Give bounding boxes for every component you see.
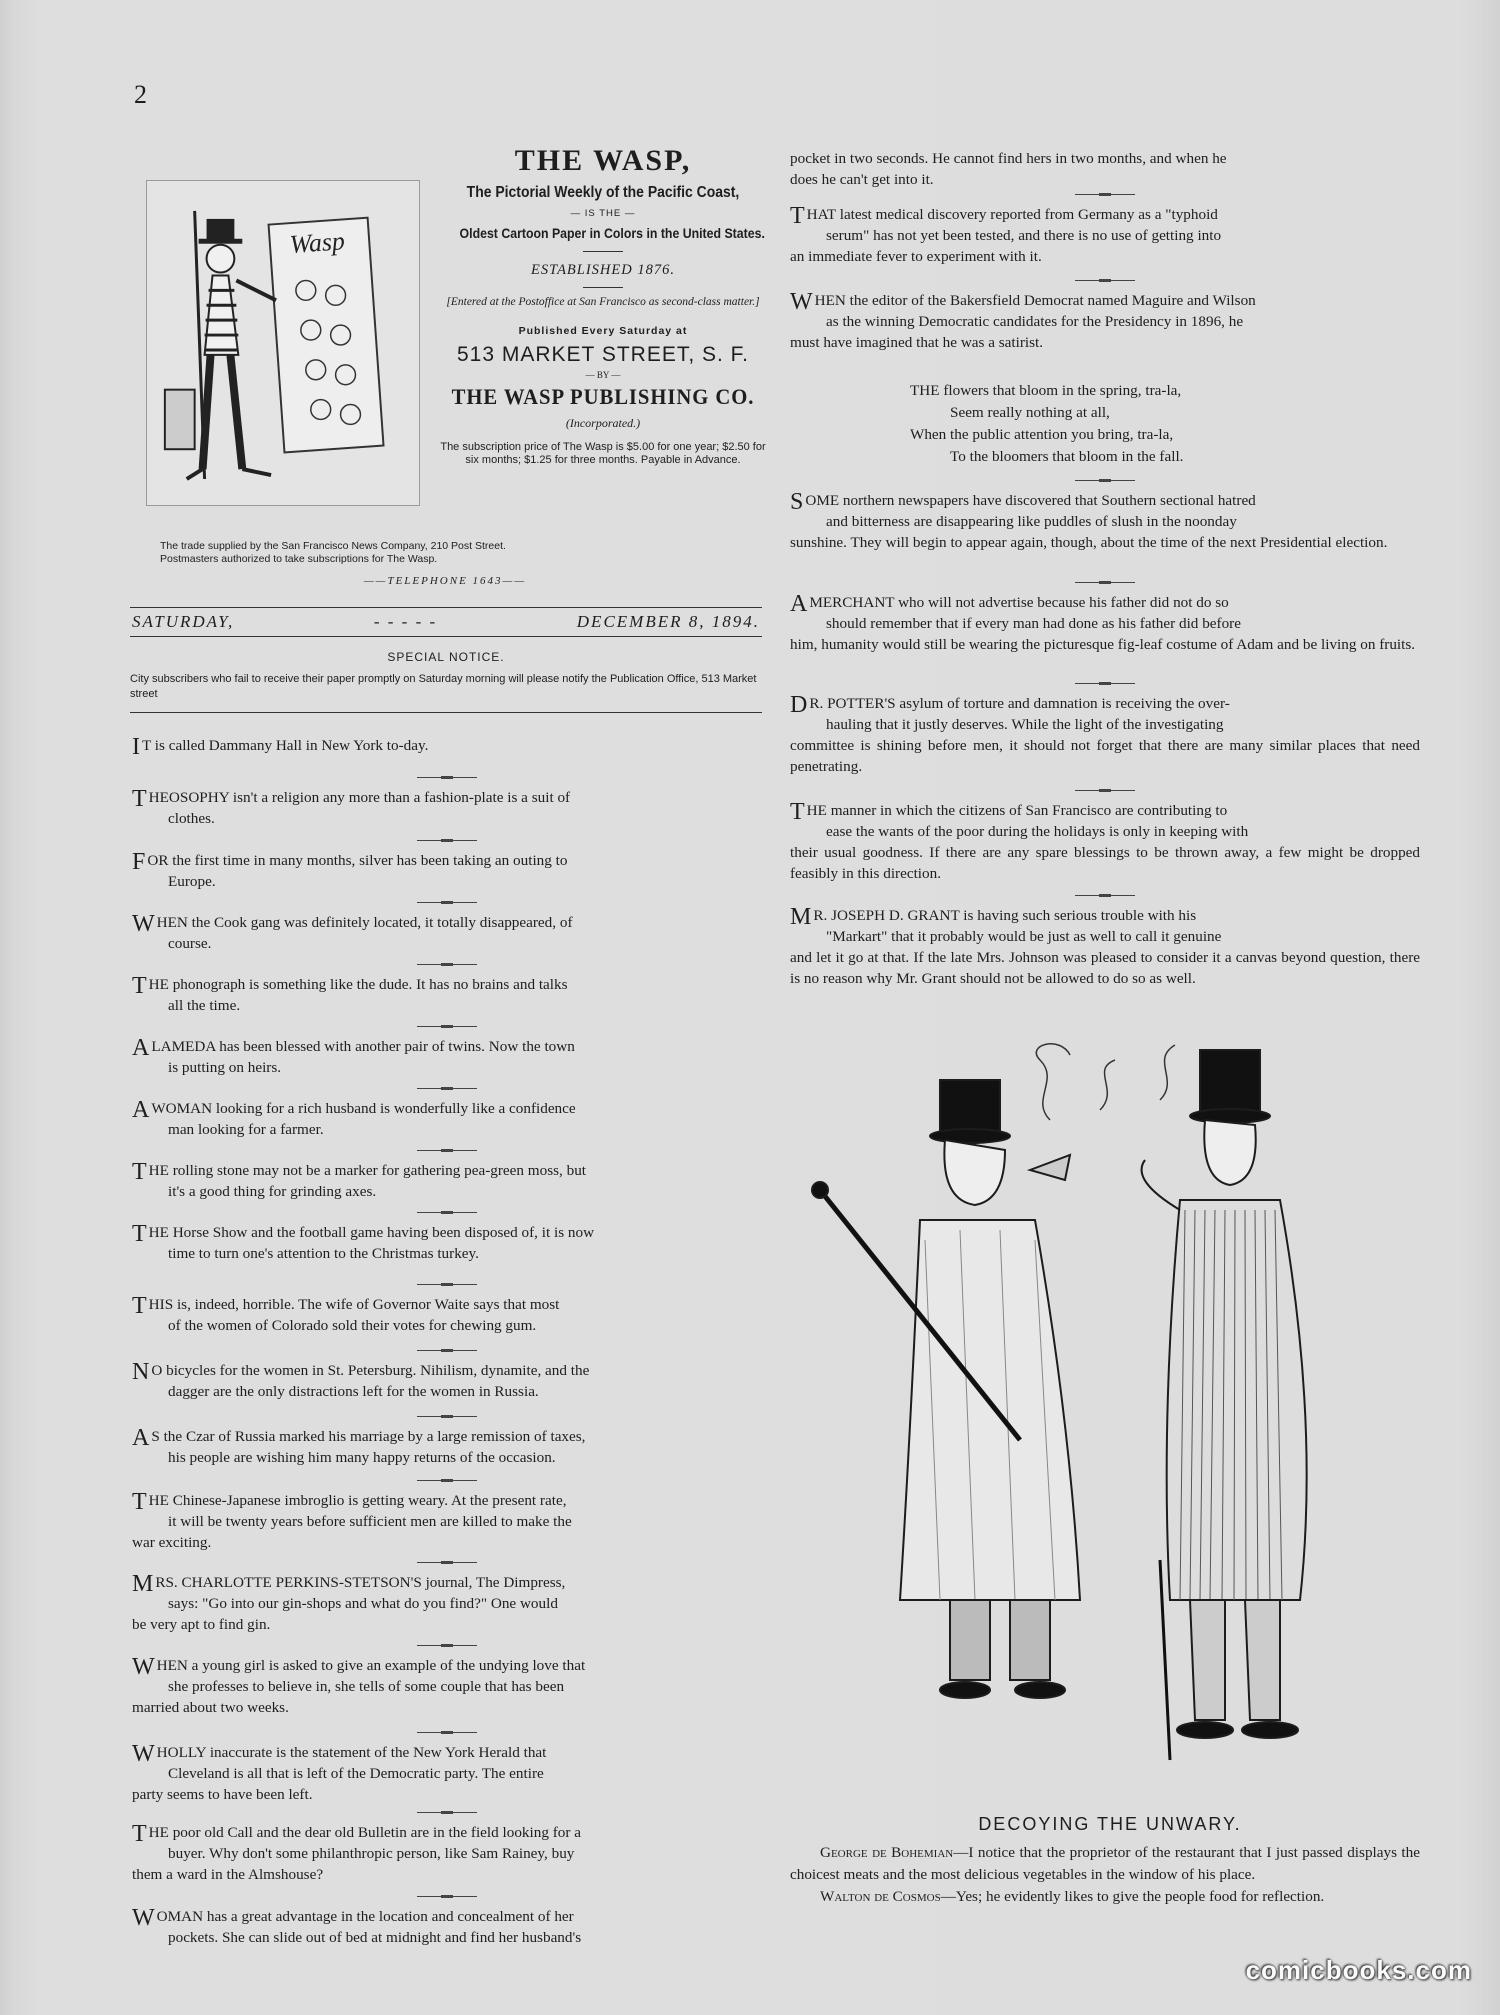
separator-rule (417, 1896, 477, 1897)
paragraph-first-line: OMAN has a great advantage in the location and concealment of her (156, 1908, 574, 1925)
news-paragraph (132, 1222, 762, 1264)
news-paragraph (132, 1360, 762, 1402)
separator-rule (1075, 790, 1135, 791)
news-paragraph (132, 787, 762, 829)
speaker-1: George de Bohemian (820, 1844, 954, 1861)
news-paragraph (132, 1490, 762, 1553)
right-gentleman (1142, 1050, 1307, 1760)
paragraph-continuation: it's a good thing for grinding axes. (168, 1183, 377, 1200)
news-paragraph (132, 850, 762, 892)
paragraph-tail: party seems to have been left. (132, 1786, 313, 1803)
paragraph-first-line: O bicycles for the women in St. Petersburg. Nihilism, dynamite, and the (151, 1362, 590, 1379)
paragraph-continuation: all the time. (168, 997, 241, 1014)
paragraph-continuation: says: "Go into our gin-shops and what do you find?" One would (168, 1595, 558, 1612)
masthead-published: Published Every Saturday at (518, 325, 688, 337)
masthead-subtitle2: Oldest Cartoon Paper in Colors in the United States. (459, 225, 765, 241)
paragraph-continuation: Cleveland is all that is left of the Democratic party. The entire (168, 1765, 544, 1782)
news-paragraph (132, 1906, 762, 1948)
separator-rule (417, 1350, 477, 1351)
left-gentleman (812, 1080, 1080, 1698)
separator-rule (1075, 280, 1135, 281)
separator-rule (417, 1732, 477, 1733)
drop-initial: T (132, 1293, 147, 1319)
paragraph-continuation: she professes to believe in, she tells of some couple that has been (168, 1678, 565, 1695)
news-paragraph (790, 204, 1420, 267)
paragraph-continuation: as the winning Democratic candidates for the Presidency in 1896, he (826, 313, 1244, 330)
masthead (440, 144, 766, 467)
paragraph-first-line: HE manner in which the citizens of San Francisco are contributing to (806, 802, 1228, 819)
separator-rule (417, 777, 477, 778)
paragraph-continuation: clothes. (168, 810, 215, 827)
paragraph-first-line: WOMAN looking for a rich husband is wonderfully like a confidence (151, 1100, 576, 1117)
separator-rule (1075, 683, 1135, 684)
drop-initial: T (132, 786, 147, 812)
paragraph-continuation: his people are wishing him many happy returns of the occasion. (168, 1449, 556, 1466)
cartoon-illustration (800, 1040, 1440, 1780)
paragraph-continuation: pockets. She can slide out of bed at midnight and find her husband's (168, 1929, 582, 1946)
paragraph-continuation: Europe. (168, 873, 216, 890)
poem-line: Seem really nothing at all, (950, 404, 1110, 421)
paragraph-first-line: R. JOSEPH D. GRANT is having such serious trouble with his (813, 907, 1197, 924)
telephone: ——TELEPHONE 1643—— (363, 575, 527, 587)
drop-initial: T (790, 799, 805, 825)
paragraph-first-line: R. POTTER'S asylum of torture and damnation is receiving the over- (809, 695, 1230, 712)
smoke-icon (1036, 1044, 1175, 1120)
paragraph-first-line: HE phonograph is something like the dude. It has no brains and talks (148, 976, 568, 993)
news-paragraph (132, 974, 762, 1016)
separator-rule (417, 1026, 477, 1027)
news-paragraph (132, 735, 762, 758)
drop-initial: M (132, 1571, 154, 1597)
news-paragraph (790, 148, 1420, 190)
separator-rule (417, 840, 477, 841)
news-paragraph (790, 693, 1420, 777)
paragraph-first-line: HEN a young girl is asked to give an example of the undying love that (156, 1657, 586, 1674)
drop-initial: T (132, 1821, 147, 1847)
paragraph-tail: married about two weeks. (132, 1699, 289, 1716)
drop-initial: A (132, 1097, 150, 1123)
drop-initial: T (132, 1159, 147, 1185)
masthead-illustration (146, 180, 420, 506)
paragraph-continuation: should remember that if every man had done as his father did before (826, 615, 1241, 632)
drop-initial: M (790, 904, 812, 930)
news-paragraph (132, 1572, 762, 1635)
news-paragraph (132, 1294, 762, 1336)
drop-initial: A (132, 1425, 150, 1451)
news-paragraph (132, 1655, 762, 1718)
paragraph-first-line: HIS is, indeed, horrible. The wife of Governor Waite says that most (148, 1296, 560, 1313)
paragraph-continuation: "Markart" that it probably would be just as well to call it genuine (826, 928, 1222, 945)
news-paragraph (790, 592, 1420, 655)
separator-rule (1075, 582, 1135, 583)
dateline-day: SATURDAY, (132, 612, 235, 631)
news-paragraph (132, 1036, 762, 1078)
news-paragraph (790, 490, 1420, 553)
drop-initial: N (132, 1359, 150, 1385)
paragraph-continuation: serum" has not yet been tested, and there is no use of getting into (826, 227, 1222, 244)
dateline (130, 607, 762, 637)
divider (130, 712, 762, 713)
poem-line: To the bloomers that bloom in the fall. (950, 448, 1184, 465)
drop-initial: D (790, 692, 808, 718)
separator-rule (417, 1088, 477, 1089)
paragraph-first-line: HEN the Cook gang was definitely located, it totally disappeared, of (156, 914, 573, 931)
wasp-sign-label: Wasp (288, 226, 346, 259)
trade-notice (160, 540, 640, 566)
masthead-subtitle: The Pictorial Weekly of the Pacific Coast, (466, 184, 740, 201)
paragraph-tail: be very apt to find gin. (132, 1616, 271, 1633)
paragraph-first-line: HOLLY inaccurate is the statement of the New York Herald that (156, 1744, 547, 1761)
drop-initial: A (132, 1035, 150, 1061)
watermark: comicbooks.com (1245, 1955, 1472, 1985)
separator-rule (1075, 895, 1135, 896)
masthead-entered: [Entered at the Postoffice at San Francisco as second-class matter.] (446, 296, 760, 308)
page-number: 2 (134, 80, 147, 109)
drop-initial: W (790, 289, 813, 315)
news-paragraph (790, 800, 1420, 884)
paragraph-tail: an immediate fever to experiment with it. (790, 248, 1042, 265)
masthead-title: THE WASP, (514, 144, 692, 177)
paragraph-tail: sunshine. They will begin to appear again, though, about the time of the next Presidential election. (790, 534, 1388, 551)
paragraph-tail: does he can't get into it. (790, 171, 934, 188)
poem-line: THE flowers that bloom in the spring, tra-la, (910, 382, 1182, 399)
paragraph-continuation: and bitterness are disappearing like puddles of slush in the noonday (826, 513, 1237, 530)
paragraph-continuation: buyer. Why don't some philanthropic person, like Sam Rainey, buy (168, 1845, 575, 1862)
paragraph-first-line: HEN the editor of the Bakersfield Democrat named Maguire and Wilson (814, 292, 1256, 309)
paragraph-first-line: LAMEDA has been blessed with another pair of twins. Now the town (151, 1038, 575, 1055)
paragraph-first-line: S the Czar of Russia marked his marriage by a large remission of taxes, (151, 1428, 586, 1445)
drop-initial: T (132, 1221, 147, 1247)
separator-rule (417, 1212, 477, 1213)
wasp-mascot-drawing (147, 181, 419, 505)
trade-line-1: The trade supplied by the San Francisco News Company, 210 Post Street. (160, 540, 506, 552)
news-paragraph (132, 1160, 762, 1202)
news-paragraph (790, 905, 1420, 989)
paragraph-tail: war exciting. (132, 1534, 212, 1551)
separator-rule (417, 1645, 477, 1646)
news-paragraph (132, 1822, 762, 1885)
paragraph-first-line: HE Horse Show and the football game having been disposed of, it is now (148, 1224, 595, 1241)
drop-initial: T (132, 1489, 147, 1515)
separator-rule (1075, 480, 1135, 481)
drop-initial: T (790, 203, 805, 229)
masthead-address: 513 MARKET STREET, S. F. (456, 343, 750, 366)
paragraph-continuation: time to turn one's attention to the Christmas turkey. (168, 1245, 479, 1262)
drop-initial: W (132, 1741, 155, 1767)
drop-initial: W (132, 1654, 155, 1680)
news-paragraph (132, 1426, 762, 1468)
paragraph-continuation: course. (168, 935, 212, 952)
paragraph-first-line: OR the first time in many months, silver has been taking an outing to (147, 852, 568, 869)
news-paragraph (790, 290, 1420, 353)
dateline-date: DECEMBER 8, 1894. (576, 612, 760, 631)
paragraph-first-line: HE rolling stone may not be a marker for gathering pea-green moss, but (148, 1162, 587, 1179)
separator-rule (417, 1150, 477, 1151)
masthead-by: — BY — (585, 370, 621, 380)
paragraph-first-line: HE Chinese-Japanese imbroglio is getting weary. At the present rate, (148, 1492, 567, 1509)
paragraph-tail: them a ward in the Almshouse? (132, 1866, 324, 1883)
speaker-2: Walton de Cosmos (820, 1888, 941, 1905)
special-notice-text: City subscribers who fail to receive their paper promptly on Saturday morning will please notify the Publication Office, 513 Market street (130, 673, 757, 700)
masthead-established: ESTABLISHED 1876. (530, 262, 675, 278)
separator-rule (1075, 194, 1135, 195)
paragraph-tail: him, humanity would still be wearing the picturesque fig-leaf costume of Adam and be living on fruits. (790, 636, 1416, 653)
paragraph-continuation: of the women of Colorado sold their votes for chewing gum. (168, 1317, 537, 1334)
dialogue-2: —Yes; he evidently likes to give the people food for reflection. (940, 1888, 1325, 1905)
separator-rule (417, 1812, 477, 1813)
paragraph-first-line: T is called Dammany Hall in New York to-day. (142, 737, 429, 754)
drop-initial: F (132, 849, 146, 875)
paragraph-first-line: HEOSOPHY isn't a religion any more than a fashion-plate is a suit of (148, 789, 571, 806)
drop-initial: S (790, 489, 804, 515)
paragraph-first-line: HAT latest medical discovery reported from Germany as a "typhoid (806, 206, 1218, 223)
subscription-price: The subscription price of The Wasp is $5.00 for one year; $2.50 for six months; $1.25 for three months. Payable in Advance. (440, 441, 766, 466)
paragraph-continuation: dagger are the only distractions left for the women in Russia. (168, 1383, 539, 1400)
masthead-is-the: — IS THE — (570, 208, 636, 219)
paragraph-continuation: is putting on heirs. (168, 1059, 282, 1076)
paragraph-tail: and let it go at that. If the late Mrs. Johnson was pleased to consider it a canvas beyond question, there is no reason why Mr. Grant should not be allowed to do so as well. (790, 949, 1420, 987)
news-paragraph (132, 912, 762, 954)
drop-initial: A (790, 591, 808, 617)
drop-initial: W (132, 911, 155, 937)
dialogue-1: —I notice that the proprietor of the restaurant that I just passed displays the choicest meats and the most delicious vegetables in the window of his place. (790, 1844, 1420, 1883)
divider (583, 287, 623, 288)
two-gentlemen-drawing (800, 1040, 1440, 1780)
separator-rule (417, 1416, 477, 1417)
special-notice-title: SPECIAL NOTICE. (387, 650, 505, 664)
paragraph-first-line: MERCHANT who will not advertise because his father did not do so (809, 594, 1229, 611)
paragraph-first-line: OME northern newspapers have discovered that Southern sectional hatred (805, 492, 1256, 509)
masthead-incorporated: (Incorporated.) (565, 416, 641, 430)
paragraph-first-line: RS. CHARLOTTE PERKINS-STETSON'S journal, The Dimpress, (155, 1574, 566, 1591)
cartoon-title: DECOYING THE UNWARY. (978, 1814, 1242, 1834)
paragraph-first-line: pocket in two seconds. He cannot find hers in two months, and when he (790, 150, 1227, 167)
paragraph-continuation: it will be twenty years before sufficient men are killed to make the (168, 1513, 572, 1530)
separator-rule (417, 964, 477, 965)
separator-rule (417, 1480, 477, 1481)
paragraph-tail: must have imagined that he was a satirist. (790, 334, 1044, 351)
paragraph-continuation: hauling that it justly deserves. While the light of the investigating (826, 716, 1224, 733)
separator-rule (417, 1284, 477, 1285)
drop-initial: T (132, 973, 147, 999)
dateline-dashes: - - - - - (373, 612, 438, 631)
poem-line: When the public attention you bring, tra-la, (910, 426, 1174, 443)
drop-initial: I (132, 734, 140, 760)
news-paragraph (132, 1098, 762, 1140)
trade-line-2: Postmasters authorized to take subscriptions for The Wasp. (160, 553, 438, 565)
news-paragraph (132, 1742, 762, 1805)
paragraph-tail: their usual goodness. If there are any spare blessings to be thrown away, a few might be dropped feasibly in this direction. (790, 844, 1420, 882)
cartoon-caption (790, 1842, 1420, 1908)
poem (910, 380, 1330, 468)
masthead-publisher: THE WASP PUBLISHING CO. (451, 384, 755, 409)
paragraph-first-line: HE poor old Call and the dear old Bulletin are in the field looking for a (148, 1824, 581, 1841)
drop-initial: W (132, 1905, 155, 1931)
paragraph-continuation: man looking for a farmer. (168, 1121, 324, 1138)
separator-rule (417, 1562, 477, 1563)
separator-rule (417, 902, 477, 903)
divider (583, 251, 623, 252)
paragraph-continuation: ease the wants of the poor during the holidays is only in keeping with (826, 823, 1249, 840)
paragraph-tail: committee is shining before men, it should not forget that there are many similar places that need penetrating. (790, 737, 1420, 775)
